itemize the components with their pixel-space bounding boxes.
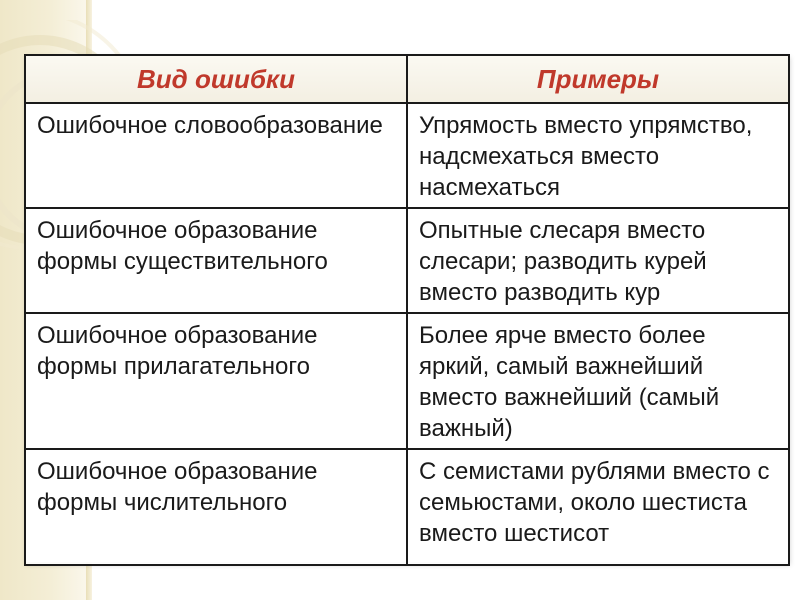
examples-cell: Упрямость вместо упрямство, надсмехаться вместо насмехаться	[407, 103, 789, 208]
examples-cell: Опытные слесаря вместо слесари; разводить курей вместо разводить кур	[407, 208, 789, 313]
examples-cell: С семистами рублями вместо с семьюстами, около шестиста вместо шестисот	[407, 449, 789, 565]
error-type-cell: Ошибочное словообразование	[25, 103, 407, 208]
table-row	[25, 208, 789, 313]
header-examples: Примеры	[407, 55, 789, 103]
error-type-cell: Ошибочное образование формы прилагательного	[25, 313, 407, 449]
table-row	[25, 103, 789, 208]
table-row	[25, 313, 789, 449]
error-types-table	[24, 54, 790, 566]
examples-cell: Более ярче вместо более яркий, самый важнейший вместо важнейший (самый важный)	[407, 313, 789, 449]
error-type-cell: Ошибочное образование формы числительного	[25, 449, 407, 565]
error-type-cell: Ошибочное образование формы существительного	[25, 208, 407, 313]
table-header-row	[25, 55, 789, 103]
table-row	[25, 449, 789, 565]
header-error-type: Вид ошибки	[25, 55, 407, 103]
error-types-table-wrapper	[24, 54, 788, 562]
